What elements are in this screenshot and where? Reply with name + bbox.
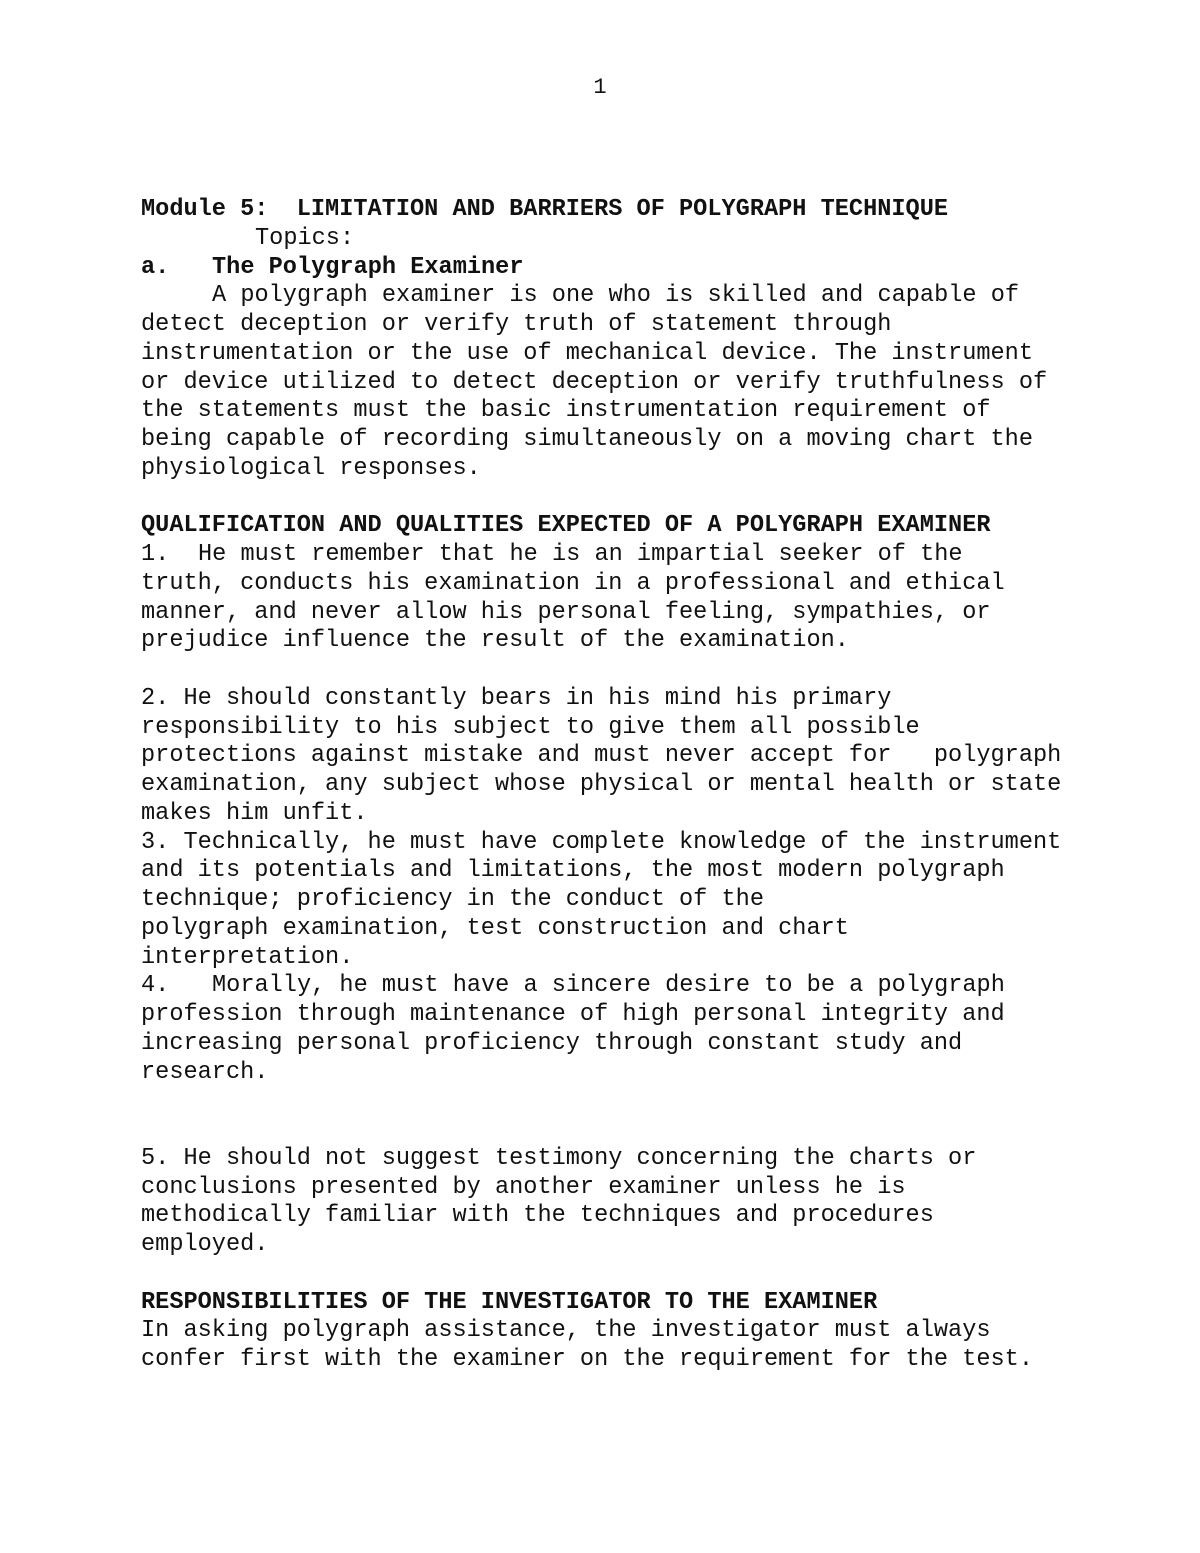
page-number: 1 — [593, 75, 607, 100]
section-a-title: The Polygraph Examiner — [212, 253, 524, 281]
responsibilities-line: In asking polygraph assistance, the investigator must always — [141, 1317, 991, 1345]
spacer — [141, 1116, 1141, 1145]
qualification-number: 1. — [141, 541, 170, 568]
section-a-line: instrumentation or the use of mechanical device. The instrument — [141, 339, 1033, 367]
qualification-line: 5. He should not suggest testimony concerning the charts or — [141, 1144, 977, 1172]
section-a-line: the statements must the basic instrumentation requirement of — [141, 397, 991, 425]
qualification-line: polygraph examination, test construction and chart — [141, 914, 849, 942]
section-a-line: detect deception or verify truth of statement through — [141, 311, 892, 338]
qualification-line: employed. — [141, 1231, 269, 1258]
section-a-line: being capable of recording simultaneously on a moving chart the — [141, 426, 1033, 453]
qualification-line: and its potentials and limitations, the most modern polygraph — [141, 857, 1005, 885]
qualification-item-4 — [141, 972, 1141, 1001]
qualification-line: technique; proficiency in the conduct of the — [141, 886, 764, 913]
topics-label: Topics: — [255, 224, 355, 252]
qualification-line: protections against mistake and must never accept for polygraph — [141, 742, 1062, 770]
qualification-line: increasing personal proficiency through constant study and — [141, 1029, 963, 1057]
spacer — [141, 484, 1141, 513]
spacer — [141, 1087, 1141, 1116]
section-a-line: A polygraph examiner is one who is skilled and capable of — [212, 282, 1020, 310]
qualification-line: conclusions presented by another examiner unless he is — [141, 1173, 906, 1201]
qualification-line: interpretation. — [141, 943, 354, 971]
spacer — [141, 656, 1141, 685]
qualification-line: examination, any subject whose physical or mental health or state — [141, 771, 1062, 798]
section-a-line: physiological responses. — [141, 454, 481, 482]
qualification-line: prejudice influence the result of the examination. — [141, 627, 849, 655]
qualification-line: research. — [141, 1058, 269, 1086]
qualification-line: profession through maintenance of high personal integrity and — [141, 1001, 1005, 1028]
qualification-line: 2. He should constantly bears in his mind his primary — [141, 684, 892, 712]
module-heading: Module 5: LIMITATION AND BARRIERS OF POLYGRAPH TECHNIQUE — [141, 196, 949, 223]
section-a-label: a. — [141, 253, 170, 281]
section-a-line: or device utilized to detect deception or verify truthfulness of — [141, 368, 1048, 396]
qualification-line: manner, and never allow his personal feeling, sympathies, or — [141, 598, 991, 626]
qualification-line: makes him unfit. — [141, 799, 368, 827]
qualification-text: He must remember that he is an impartial seeker of the — [198, 541, 963, 568]
section-a-heading — [141, 254, 1141, 283]
responsibilities-line: confer first with the examiner on the requirement for the test. — [141, 1346, 1033, 1373]
qualification-line: methodically familiar with the techniques and procedures — [141, 1202, 934, 1230]
qualifications-heading: QUALIFICATION AND QUALITIES EXPECTED OF A POLYGRAPH EXAMINER — [141, 512, 991, 540]
qualification-line: 3. Technically, he must have complete knowledge of the instrument — [141, 828, 1062, 856]
spacer — [141, 1260, 1141, 1289]
qualification-line: responsibility to his subject to give them all possible — [141, 713, 920, 741]
qualification-line: truth, conducts his examination in a professional and ethical — [141, 569, 1005, 597]
qualification-number: 4. — [141, 972, 170, 1000]
qualification-item-1 — [141, 541, 1141, 570]
document-body — [141, 196, 1141, 1375]
qualification-text: Morally, he must have a sincere desire to be a polygraph — [212, 972, 1005, 1000]
responsibilities-heading: RESPONSIBILITIES OF THE INVESTIGATOR TO THE EXAMINER — [141, 1288, 878, 1316]
